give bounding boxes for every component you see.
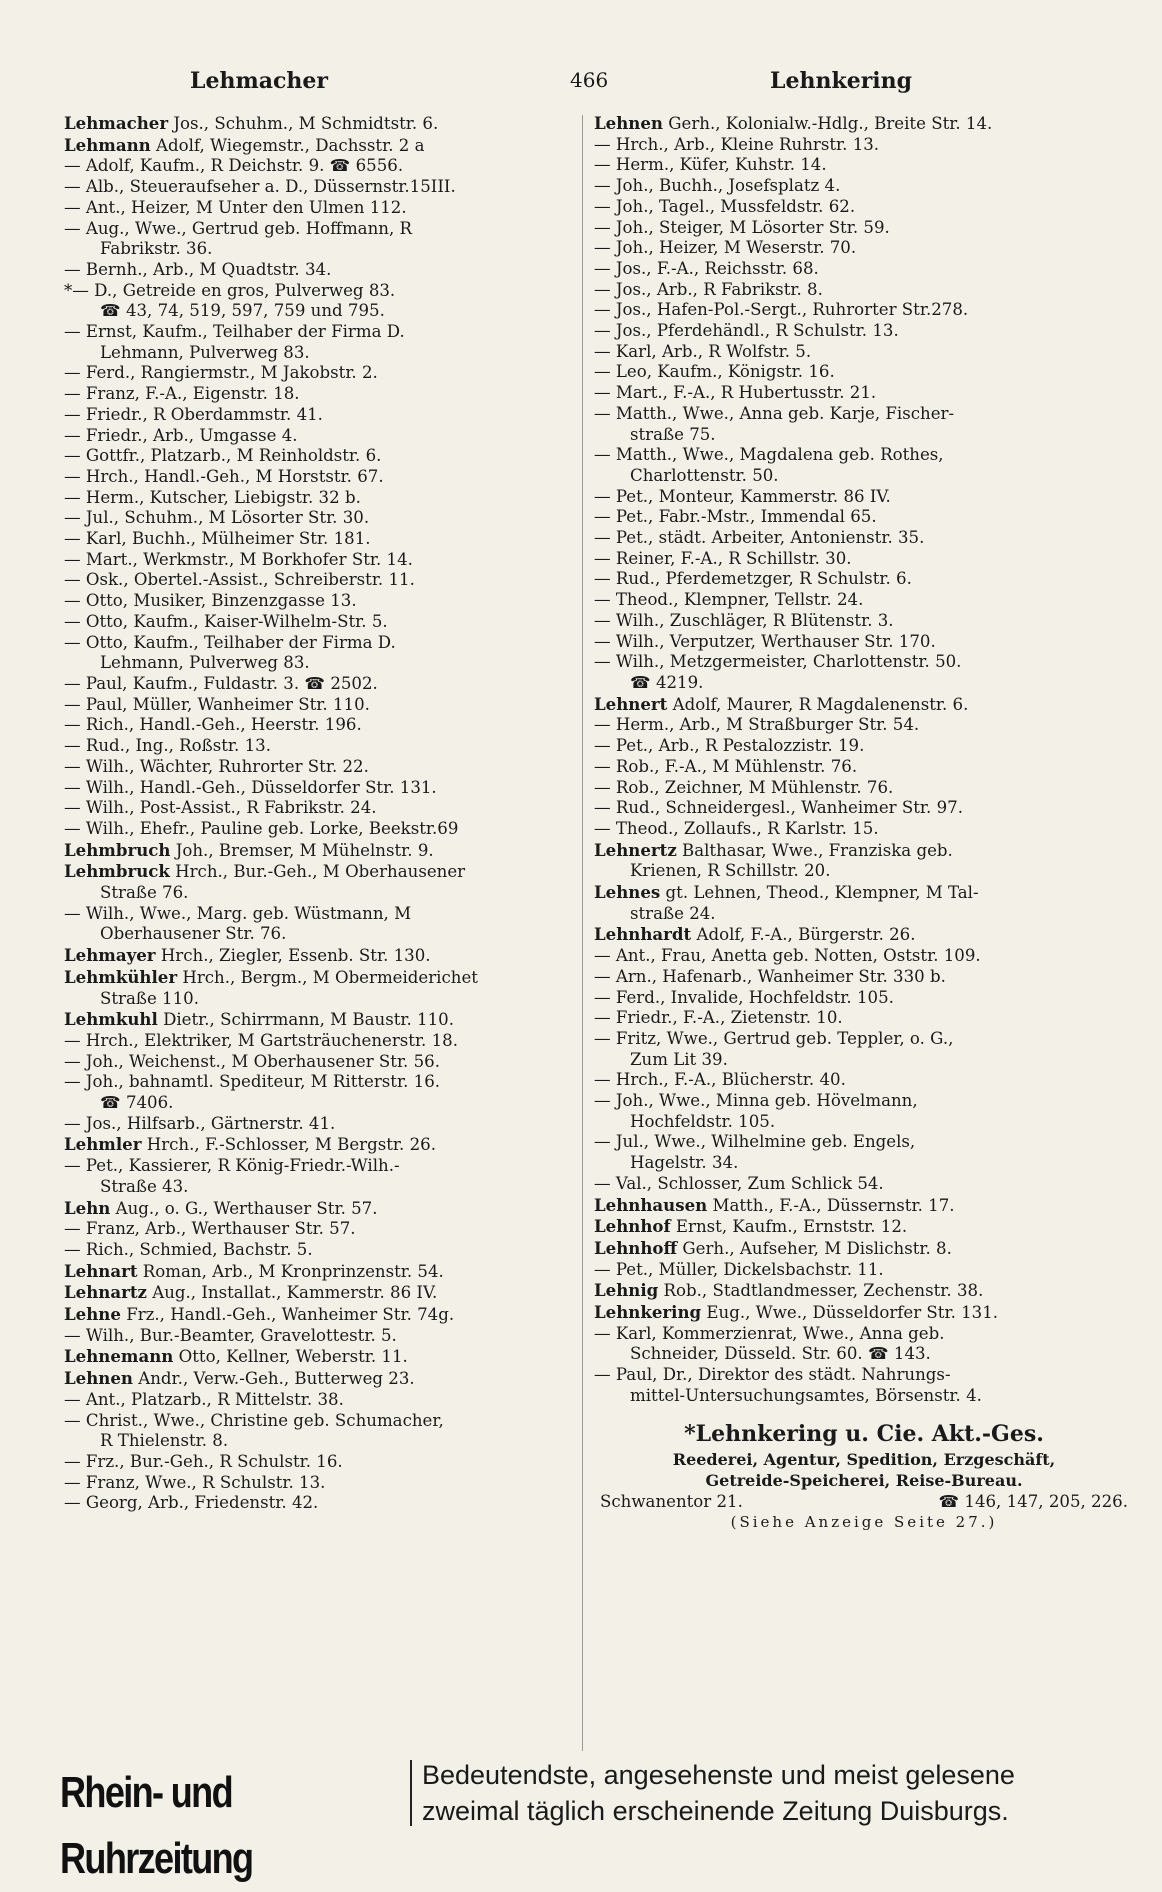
entry-surname: Lehn bbox=[64, 1197, 111, 1218]
directory-entry bbox=[594, 1280, 1114, 1302]
banner-divider bbox=[410, 1760, 412, 1826]
entry-text: — Ant., Heizer, M Unter den Ulmen 112. bbox=[64, 197, 407, 217]
entry-text: — Jos., Pferdehändl., R Schulstr. 13. bbox=[594, 321, 899, 341]
directory-entry bbox=[64, 156, 584, 177]
entry-text: — Rud., Schneidergesl., Wanheimer Str. 97. bbox=[594, 798, 963, 818]
right-column bbox=[594, 113, 1128, 1533]
entry-text: Adolf, Maurer, R Magdalenenstr. 6. bbox=[672, 694, 969, 714]
directory-entry bbox=[64, 1052, 584, 1073]
entry-text: — Frz., Bur.-Geh., R Schulstr. 16. bbox=[64, 1452, 343, 1471]
entry-text: — Adolf, Kaufm., R Deichstr. 9. ☎ 6556. bbox=[64, 156, 404, 176]
directory-entry bbox=[594, 445, 1114, 486]
ad-services-line2: Getreide-Speicherei, Reise-Bureau. bbox=[705, 1470, 1023, 1490]
directory-entry bbox=[64, 322, 584, 363]
directory-entry bbox=[594, 342, 1114, 363]
directory-entry bbox=[64, 1326, 584, 1347]
directory-entry bbox=[64, 715, 584, 736]
entry-text: — Leo, Kaufm., Königstr. 16. bbox=[594, 362, 835, 382]
entry-text: — Pet., Kassierer, R König-Friedr.-Wilh.- bbox=[64, 1156, 400, 1176]
directory-entry bbox=[64, 1031, 584, 1052]
entry-text: — Karl, Arb., R Wolfstr. 5. bbox=[594, 341, 812, 361]
company-advertisement bbox=[594, 1419, 1134, 1533]
directory-entry bbox=[594, 507, 1114, 528]
entry-surname: Lehmkuhl bbox=[64, 1009, 158, 1030]
directory-entry bbox=[594, 1324, 1114, 1365]
directory-entry bbox=[594, 259, 1114, 280]
entry-continuation: Charlottenstr. 50. bbox=[630, 465, 779, 485]
entry-text: — Ernst, Kaufm., Teilhaber der Firma D. bbox=[64, 322, 405, 342]
entry-text: — Rich., Schmied, Bachstr. 5. bbox=[64, 1239, 313, 1259]
entry-text: — Rob., F.-A., M Mühlenstr. 76. bbox=[594, 756, 858, 776]
directory-entry bbox=[594, 715, 1114, 736]
directory-entry bbox=[64, 446, 584, 467]
entry-text: — Mart., Werkmstr., M Borkhofer Str. 14. bbox=[64, 549, 413, 569]
banner-slogan-line1: Bedeutendste, angesehenste und meist gelesene bbox=[422, 1760, 1015, 1790]
directory-entry bbox=[594, 155, 1114, 176]
directory-entry bbox=[594, 238, 1114, 259]
entry-continuation: Hochfeldstr. 105. bbox=[630, 1111, 776, 1131]
page-number: 466 bbox=[570, 68, 609, 92]
entry-text: — Karl, Buchh., Mülheimer Str. 181. bbox=[64, 529, 371, 549]
directory-entry bbox=[64, 113, 584, 135]
directory-entry bbox=[64, 570, 584, 591]
entry-surname: Lehnen bbox=[594, 113, 663, 133]
directory-entry bbox=[64, 798, 584, 819]
directory-entry bbox=[594, 1302, 1114, 1324]
entry-text: — Hrch., F.-A., Blücherstr. 40. bbox=[594, 1070, 846, 1090]
directory-entry bbox=[64, 1452, 584, 1473]
directory-entry bbox=[594, 798, 1114, 819]
entry-text: Jos., Schuhm., M Schmidtstr. 6. bbox=[173, 114, 439, 133]
header-right-keyword: Lehnkering bbox=[770, 68, 913, 94]
entry-surname: Lehnhof bbox=[594, 1216, 671, 1237]
entry-text: — Jos., Hilfsarb., Gärtnerstr. 41. bbox=[64, 1113, 336, 1133]
page-header bbox=[60, 62, 1120, 102]
directory-entry bbox=[594, 611, 1114, 632]
entry-text: — Friedr., F.-A., Zietenstr. 10. bbox=[594, 1008, 843, 1028]
ad-title: *Lehnkering u. Cie. Akt.-Ges. bbox=[684, 1420, 1044, 1447]
entry-text: — Pet., Fabr.-Mstr., Immendal 65. bbox=[594, 507, 877, 527]
directory-entry bbox=[64, 612, 584, 633]
entry-surname: Lehmler bbox=[64, 1134, 142, 1155]
entry-text: — Friedr., Arb., Umgasse 4. bbox=[64, 425, 298, 445]
entry-text: — Wilh., Verputzer, Werthauser Str. 170. bbox=[594, 631, 936, 651]
entry-text: — Wilh., Handl.-Geh., Düsseldorfer Str. 131. bbox=[64, 777, 437, 797]
entry-text: Gerh., Aufseher, M Dislichstr. 8. bbox=[682, 1238, 952, 1258]
directory-entry bbox=[594, 946, 1114, 967]
entry-continuation: Straße 76. bbox=[100, 883, 189, 903]
entry-text: — Otto, Kaufm., Kaiser-Wilhelm-Str. 5. bbox=[64, 611, 388, 631]
directory-entry bbox=[64, 177, 584, 198]
directory-entry bbox=[594, 924, 1114, 946]
directory-entry bbox=[64, 384, 584, 405]
directory-entry bbox=[594, 840, 1114, 882]
directory-entry bbox=[594, 694, 1114, 716]
entry-text: — Jul., Wwe., Wilhelmine geb. Engels, bbox=[594, 1132, 916, 1152]
entry-text: Otto, Kellner, Weberstr. 11. bbox=[178, 1347, 408, 1367]
entry-text: — Joh., Wwe., Minna geb. Hövelmann, bbox=[594, 1091, 918, 1111]
entry-text: — Pet., städt. Arbeiter, Antonienstr. 35. bbox=[594, 528, 925, 548]
ad-contact-line bbox=[594, 1491, 1134, 1512]
entry-text: — Ant., Frau, Anetta geb. Notten, Oststr. 109. bbox=[594, 946, 981, 966]
directory-entry bbox=[64, 695, 584, 716]
entry-text: — Jos., Hafen-Pol.-Sergt., Ruhrorter Str.278. bbox=[594, 300, 969, 320]
directory-entry bbox=[64, 1346, 584, 1368]
directory-entry bbox=[64, 736, 584, 757]
entry-continuation: Oberhausener Str. 76. bbox=[100, 924, 287, 944]
entry-surname: Lehnartz bbox=[64, 1282, 147, 1303]
entry-text: Hrch., Bergm., M Obermeiderichet bbox=[182, 967, 478, 987]
entry-text: — Georg, Arb., Friedenstr. 42. bbox=[64, 1493, 319, 1513]
entry-text: — Joh., Buchh., Josefsplatz 4. bbox=[594, 176, 841, 196]
entry-text: — Alb., Steueraufseher a. D., Düssernstr.15III. bbox=[64, 177, 456, 197]
entry-text: — Reiner, F.-A., R Schillstr. 30. bbox=[594, 548, 852, 568]
directory-entry bbox=[594, 280, 1114, 301]
entry-text: — Fritz, Wwe., Gertrud geb. Teppler, o. G., bbox=[594, 1028, 954, 1048]
entry-text: — Jul., Schuhm., M Lösorter Str. 30. bbox=[64, 508, 370, 528]
entry-text: — Franz, F.-A., Eigenstr. 18. bbox=[64, 384, 300, 404]
entry-text: Ernst, Kaufm., Ernststr. 12. bbox=[675, 1217, 908, 1237]
entry-continuation: Straße 110. bbox=[100, 988, 199, 1008]
entry-text: — Pet., Monteur, Kammerstr. 86 IV. bbox=[594, 486, 891, 506]
directory-entry bbox=[594, 135, 1114, 156]
entry-text: Eug., Wwe., Düsseldorfer Str. 131. bbox=[706, 1303, 999, 1323]
entry-text: Matth., F.-A., Düssernstr. 17. bbox=[712, 1195, 955, 1215]
ad-phones: ☎ 146, 147, 205, 226. bbox=[938, 1491, 1128, 1511]
entry-surname: Lehmbruch bbox=[64, 839, 171, 860]
entry-text: — Jos., Arb., R Fabrikstr. 8. bbox=[594, 279, 823, 299]
entry-text: — Wilh., Metzgermeister, Charlottenstr. 50. bbox=[594, 652, 962, 672]
entry-surname: Lehnert bbox=[594, 693, 668, 714]
entry-text: — Friedr., R Oberdammstr. 41. bbox=[64, 404, 323, 424]
directory-entry bbox=[594, 1216, 1114, 1238]
entry-text: — Hrch., Arb., Kleine Ruhrstr. 13. bbox=[594, 134, 880, 154]
entry-surname: Lehnhardt bbox=[594, 924, 692, 945]
ad-services-line1: Reederei, Agentur, Spedition, Erzgeschäft, bbox=[672, 1449, 1056, 1469]
directory-entry bbox=[64, 967, 584, 1009]
entry-text: — Paul, Müller, Wanheimer Str. 110. bbox=[64, 694, 370, 714]
right-column-entries bbox=[594, 113, 1114, 1407]
directory-entry bbox=[594, 528, 1114, 549]
ad-address: Schwanentor 21. bbox=[600, 1491, 743, 1511]
entry-text: — Karl, Kommerzienrat, Wwe., Anna geb. bbox=[594, 1323, 945, 1343]
directory-entry bbox=[64, 550, 584, 571]
directory-entry bbox=[64, 405, 584, 426]
entry-text: — Mart., F.-A., R Hubertusstr. 21. bbox=[594, 383, 877, 403]
entry-text: — Rud., Ing., Roßstr. 13. bbox=[64, 736, 271, 756]
entry-text: — Wilh., Post-Assist., R Fabrikstr. 24. bbox=[64, 798, 377, 818]
directory-entry bbox=[594, 197, 1114, 218]
entry-surname: Lehnhoff bbox=[594, 1237, 678, 1258]
entry-surname: Lehne bbox=[64, 1304, 121, 1325]
entry-text: — Herm., Kutscher, Liebigstr. 32 b. bbox=[64, 487, 361, 507]
directory-entry bbox=[64, 260, 584, 281]
directory-entry bbox=[64, 1198, 584, 1220]
entry-continuation: Lehmann, Pulverweg 83. bbox=[100, 342, 310, 362]
directory-entry bbox=[594, 1365, 1114, 1406]
directory-entry bbox=[64, 1390, 584, 1411]
entry-surname: Lehmacher bbox=[64, 113, 169, 133]
directory-entry bbox=[594, 1260, 1114, 1281]
directory-entry bbox=[64, 1261, 584, 1283]
directory-entry bbox=[64, 1240, 584, 1261]
entry-text: — Rud., Pferdemetzger, R Schulstr. 6. bbox=[594, 569, 912, 589]
entry-text: — Franz, Arb., Werthauser Str. 57. bbox=[64, 1219, 356, 1239]
directory-entry bbox=[64, 1219, 584, 1240]
entry-text: — Gottfr., Platzarb., M Reinholdstr. 6. bbox=[64, 446, 382, 466]
entry-text: — Ferd., Rangiermstr., M Jakobstr. 2. bbox=[64, 363, 378, 383]
entry-continuation: Hagelstr. 34. bbox=[630, 1153, 739, 1173]
directory-entry bbox=[594, 819, 1114, 840]
directory-entry bbox=[64, 529, 584, 550]
directory-entry bbox=[594, 569, 1114, 590]
directory-entry bbox=[594, 362, 1114, 383]
entry-continuation: mittel-Untersuchungsamtes, Börsenstr. 4. bbox=[630, 1385, 982, 1405]
directory-entry bbox=[594, 300, 1114, 321]
entry-continuation: ☎ 4219. bbox=[630, 672, 704, 692]
entry-text: — Wilh., Bur.-Beamter, Gravelottestr. 5. bbox=[64, 1325, 397, 1345]
entry-text: Frz., Handl.-Geh., Wanheimer Str. 74g. bbox=[126, 1305, 455, 1325]
banner-slogan-line2: zweimal täglich erscheinende Zeitung Duisburgs. bbox=[422, 1796, 1009, 1826]
directory-entry bbox=[594, 882, 1114, 924]
entry-continuation: ☎ 43, 74, 519, 597, 759 und 795. bbox=[100, 301, 385, 321]
entry-text: Gerh., Kolonialw.-Hdlg., Breite Str. 14. bbox=[668, 114, 993, 133]
entry-continuation: straße 24. bbox=[630, 903, 716, 923]
entry-text: Roman, Arb., M Kronprinzenstr. 54. bbox=[142, 1261, 444, 1281]
entry-text: — Arn., Hafenarb., Wanheimer Str. 330 b. bbox=[594, 966, 946, 986]
directory-entry bbox=[64, 1493, 584, 1514]
directory-entry bbox=[594, 1008, 1114, 1029]
entry-continuation: Fabrikstr. 36. bbox=[100, 239, 213, 259]
entry-text: — Val., Schlosser, Zum Schlick 54. bbox=[594, 1173, 884, 1193]
directory-entry bbox=[594, 736, 1114, 757]
directory-entry bbox=[64, 1009, 584, 1031]
directory-entry bbox=[64, 778, 584, 799]
directory-entry bbox=[594, 383, 1114, 404]
entry-surname: Lehnhausen bbox=[594, 1194, 708, 1215]
entry-continuation: Straße 43. bbox=[100, 1176, 189, 1196]
directory-entry bbox=[64, 1114, 584, 1135]
directory-entry bbox=[64, 757, 584, 778]
entry-continuation: R Thielenstr. 8. bbox=[100, 1431, 229, 1451]
entry-text: — Joh., Heizer, M Weserstr. 70. bbox=[594, 238, 857, 258]
entry-text: — Otto, Kaufm., Teilhaber der Firma D. bbox=[64, 632, 396, 652]
entry-text: Adolf, Wiegemstr., Dachsstr. 2 a bbox=[156, 135, 425, 155]
entry-text: — Hrch., Handl.-Geh., M Horststr. 67. bbox=[64, 466, 384, 486]
directory-entry bbox=[594, 1195, 1114, 1217]
directory-entry bbox=[594, 967, 1114, 988]
directory-entry bbox=[594, 487, 1114, 508]
directory-entry bbox=[64, 945, 584, 967]
entry-text: Dietr., Schirrmann, M Baustr. 110. bbox=[163, 1010, 454, 1030]
directory-entry bbox=[594, 1132, 1114, 1173]
directory-entry bbox=[594, 988, 1114, 1009]
entry-text: — Ferd., Invalide, Hochfeldstr. 105. bbox=[594, 987, 894, 1007]
entry-text: — Bernh., Arb., M Quadtstr. 34. bbox=[64, 259, 332, 279]
entry-continuation: Krienen, R Schillstr. 20. bbox=[630, 861, 831, 881]
entry-text: — Paul, Kaufm., Fuldastr. 3. ☎ 2502. bbox=[64, 673, 378, 693]
directory-entry bbox=[64, 488, 584, 509]
entry-surname: Lehmbruck bbox=[64, 861, 170, 882]
directory-entry bbox=[594, 632, 1114, 653]
entry-text: — Joh., Weichenst., M Oberhausener Str. 56. bbox=[64, 1051, 440, 1071]
entry-text: — Matth., Wwe., Magdalena geb. Rothes, bbox=[594, 445, 944, 465]
entry-text: Joh., Bremser, M Mühelnstr. 9. bbox=[175, 840, 434, 860]
entry-text: — Rich., Handl.-Geh., Heerstr. 196. bbox=[64, 715, 362, 735]
entry-surname: Lehnart bbox=[64, 1260, 138, 1281]
directory-entry bbox=[64, 904, 584, 945]
directory-entry bbox=[594, 321, 1114, 342]
entry-text: Hrch., F.-Schlosser, M Bergstr. 26. bbox=[146, 1135, 436, 1155]
entry-text: — Joh., Tagel., Mussfeldstr. 62. bbox=[594, 196, 856, 216]
entry-text: — Franz, Wwe., R Schulstr. 13. bbox=[64, 1472, 326, 1492]
entry-text: — Pet., Arb., R Pestalozzistr. 19. bbox=[594, 736, 865, 756]
directory-entry bbox=[64, 591, 584, 612]
entry-text: — Pet., Müller, Dickelsbachstr. 11. bbox=[594, 1259, 884, 1279]
directory-entry bbox=[64, 1411, 584, 1452]
directory-entry bbox=[64, 1156, 584, 1197]
directory-entry bbox=[64, 633, 584, 674]
directory-entry bbox=[64, 1473, 584, 1494]
ad-note: (Siehe Anzeige Seite 27.) bbox=[730, 1512, 998, 1531]
entry-text: *— D., Getreide en gros, Pulverweg 83. bbox=[64, 280, 396, 300]
entry-surname: Lehnig bbox=[594, 1280, 659, 1301]
directory-entry bbox=[64, 1304, 584, 1326]
entry-text: — Rob., Zeichner, M Mühlenstr. 76. bbox=[594, 777, 894, 797]
entry-surname: Lehnertz bbox=[594, 839, 677, 860]
directory-entry bbox=[594, 652, 1114, 693]
directory-entry bbox=[594, 218, 1114, 239]
entry-text: — Jos., F.-A., Reichsstr. 68. bbox=[594, 258, 819, 278]
directory-entry bbox=[64, 1072, 584, 1113]
entry-continuation: Zum Lit 39. bbox=[630, 1049, 728, 1069]
entry-text: — Herm., Arb., M Straßburger Str. 54. bbox=[594, 715, 920, 735]
directory-entry bbox=[64, 840, 584, 862]
entry-text: — Otto, Musiker, Binzenzgasse 13. bbox=[64, 591, 357, 611]
entry-text: — Joh., Steiger, M Lösorter Str. 59. bbox=[594, 217, 890, 237]
directory-entry bbox=[64, 1368, 584, 1390]
entry-text: — Wilh., Zuschläger, R Blütenstr. 3. bbox=[594, 610, 894, 630]
entry-text: — Wilh., Wwe., Marg. geb. Wüstmann, M bbox=[64, 903, 412, 923]
entry-text: — Christ., Wwe., Christine geb. Schumacher, bbox=[64, 1410, 444, 1430]
entry-surname: Lehnemann bbox=[64, 1346, 174, 1367]
entry-continuation: Lehmann, Pulverweg 83. bbox=[100, 653, 310, 673]
entry-text: — Joh., bahnamtl. Spediteur, M Ritterstr. 16. bbox=[64, 1072, 441, 1092]
directory-entry bbox=[64, 674, 584, 695]
entry-surname: Lehmayer bbox=[64, 945, 156, 966]
directory-entry bbox=[594, 404, 1114, 445]
entry-text: — Aug., Wwe., Gertrud geb. Hoffmann, R bbox=[64, 218, 412, 238]
directory-entry bbox=[594, 1091, 1114, 1132]
directory-entry bbox=[594, 590, 1114, 611]
entry-continuation: ☎ 7406. bbox=[100, 1093, 174, 1113]
entry-text: Balthasar, Wwe., Franziska geb. bbox=[682, 840, 953, 860]
directory-entry bbox=[64, 426, 584, 447]
directory-entry bbox=[594, 176, 1114, 197]
entry-text: — Herm., Küfer, Kuhstr. 14. bbox=[594, 155, 827, 175]
directory-entry bbox=[594, 1238, 1114, 1260]
entry-surname: Lehmkühler bbox=[64, 966, 178, 987]
directory-entry bbox=[594, 1070, 1114, 1091]
directory-entry bbox=[64, 219, 584, 260]
entry-text: Hrch., Bur.-Geh., M Oberhausener bbox=[175, 862, 466, 882]
entry-surname: Lehnen bbox=[64, 1368, 133, 1389]
directory-entry bbox=[594, 1174, 1114, 1195]
header-left-keyword: Lehmacher bbox=[190, 68, 328, 94]
directory-entry bbox=[594, 757, 1114, 778]
directory-entry bbox=[64, 508, 584, 529]
entry-text: Rob., Stadtlandmesser, Zechenstr. 38. bbox=[663, 1281, 984, 1301]
newspaper-name: Rhein- und Ruhrzeitung bbox=[60, 1768, 253, 1883]
entry-text: Adolf, F.-A., Bürgerstr. 26. bbox=[696, 925, 916, 945]
entry-text: — Osk., Obertel.-Assist., Schreiberstr. 11. bbox=[64, 570, 415, 590]
entry-text: — Matth., Wwe., Anna geb. Karje, Fischer- bbox=[594, 403, 955, 423]
entry-text: — Theod., Zollaufs., R Karlstr. 15. bbox=[594, 818, 879, 838]
directory-entry bbox=[64, 1134, 584, 1156]
directory-entry bbox=[64, 861, 584, 903]
entry-text: gt. Lehnen, Theod., Klempner, M Tal- bbox=[665, 883, 979, 903]
directory-entry bbox=[64, 467, 584, 488]
left-column bbox=[64, 113, 584, 1514]
entry-continuation: Schneider, Düsseld. Str. 60. ☎ 143. bbox=[630, 1344, 931, 1364]
entry-text: — Wilh., Ehefr., Pauline geb. Lorke, Beekstr.69 bbox=[64, 818, 459, 838]
entry-surname: Lehnes bbox=[594, 882, 661, 903]
directory-entry bbox=[594, 549, 1114, 570]
directory-entry bbox=[64, 819, 584, 840]
entry-text: — Theod., Klempner, Tellstr. 24. bbox=[594, 590, 864, 610]
entry-text: — Paul, Dr., Direktor des städt. Nahrungs- bbox=[594, 1365, 951, 1385]
directory-entry bbox=[64, 198, 584, 219]
directory-entry bbox=[594, 113, 1114, 135]
directory-entry bbox=[64, 135, 584, 157]
newspaper-banner bbox=[60, 1756, 1120, 1883]
entry-surname: Lehnkering bbox=[594, 1302, 702, 1323]
entry-surname: Lehmann bbox=[64, 134, 151, 155]
entry-text: — Hrch., Elektriker, M Gartsträuchenerstr. 18. bbox=[64, 1030, 458, 1050]
directory-entry bbox=[594, 778, 1114, 799]
entry-text: — Ant., Platzarb., R Mittelstr. 38. bbox=[64, 1389, 344, 1409]
directory-entry bbox=[594, 1029, 1114, 1070]
entry-text: — Wilh., Wächter, Ruhrorter Str. 22. bbox=[64, 756, 369, 776]
entry-text: Hrch., Ziegler, Essenb. Str. 130. bbox=[160, 946, 431, 966]
entry-text: Aug., Installat., Kammerstr. 86 IV. bbox=[152, 1283, 438, 1303]
directory-entry bbox=[64, 363, 584, 384]
directory-entry bbox=[64, 1282, 584, 1304]
entry-continuation: straße 75. bbox=[630, 424, 716, 444]
entry-text: Aug., o. G., Werthauser Str. 57. bbox=[115, 1198, 378, 1218]
entry-text: Andr., Verw.-Geh., Butterweg 23. bbox=[138, 1369, 415, 1389]
directory-entry bbox=[64, 281, 584, 322]
